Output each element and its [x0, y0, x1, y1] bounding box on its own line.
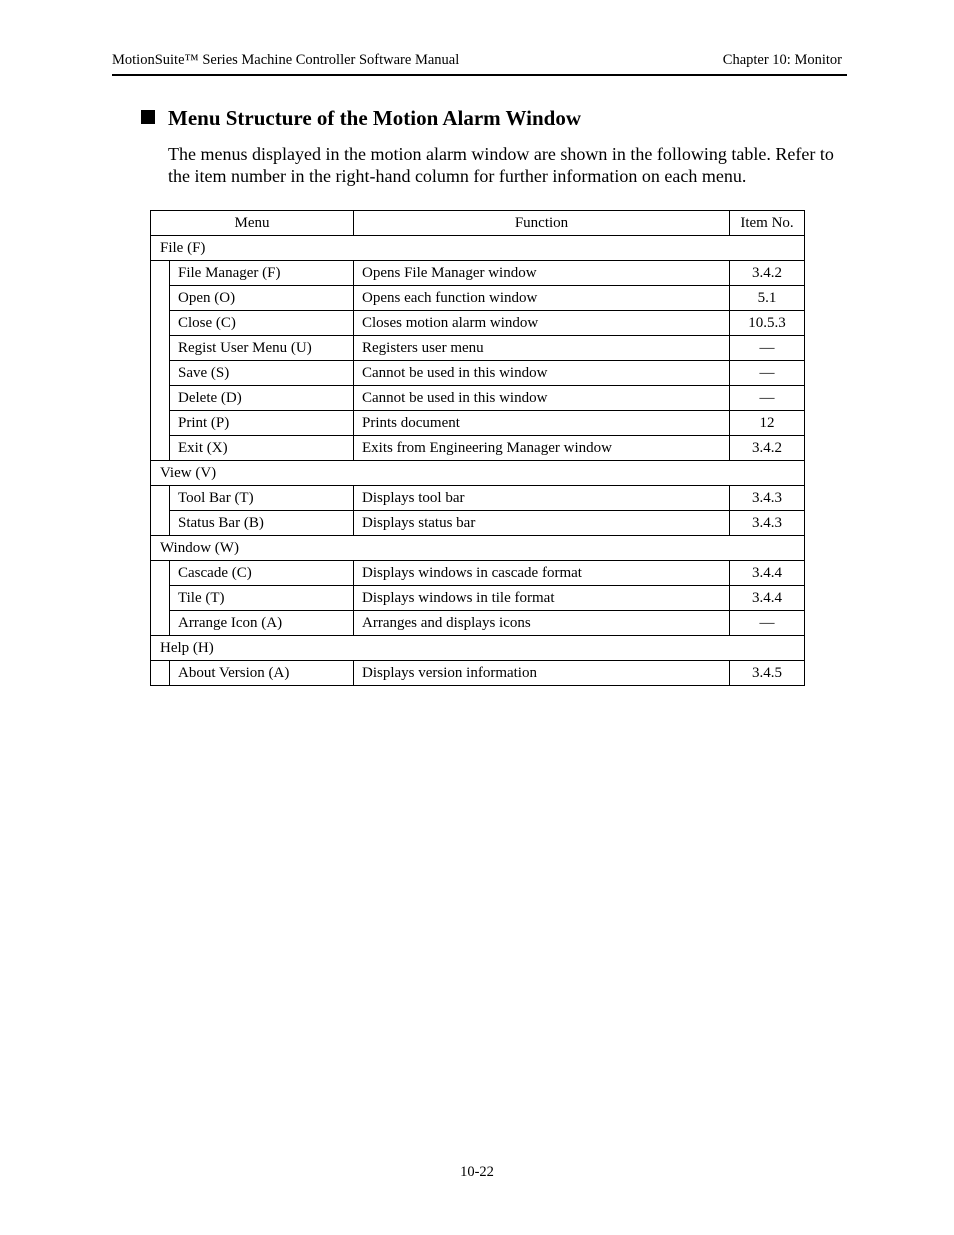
- menu-cell: Exit (X): [170, 436, 354, 461]
- section-title-text: Menu Structure of the Motion Alarm Window: [168, 106, 581, 130]
- group-row: [151, 236, 805, 261]
- page-number: 10-22: [460, 1164, 494, 1180]
- header-menu: Menu: [151, 211, 354, 236]
- indent-cell: [151, 386, 170, 411]
- table-row: [151, 336, 805, 361]
- function-cell: Opens each function window: [354, 286, 730, 311]
- group-row: [151, 536, 805, 561]
- function-cell: Displays status bar: [354, 511, 730, 536]
- item-no-cell: 5.1: [730, 286, 805, 311]
- menu-cell: Tool Bar (T): [170, 486, 354, 511]
- group-label: Help (H): [151, 636, 805, 661]
- table-row: [151, 511, 805, 536]
- menu-cell: Open (O): [170, 286, 354, 311]
- indent-cell: [151, 436, 170, 461]
- indent-cell: [151, 286, 170, 311]
- item-no-cell: 3.4.4: [730, 561, 805, 586]
- menu-cell: Close (C): [170, 311, 354, 336]
- indent-cell: [151, 336, 170, 361]
- page-header: [112, 50, 847, 76]
- indent-cell: [151, 361, 170, 386]
- item-no-cell: —: [730, 361, 805, 386]
- menu-cell: Regist User Menu (U): [170, 336, 354, 361]
- menu-cell: Delete (D): [170, 386, 354, 411]
- section-heading: [141, 106, 581, 131]
- function-cell: Arranges and displays icons: [354, 611, 730, 636]
- table-row: [151, 586, 805, 611]
- indent-cell: [151, 411, 170, 436]
- chapter-title: Chapter 10: Monitor: [722, 52, 842, 68]
- item-no-cell: 3.4.3: [730, 486, 805, 511]
- menu-cell: Tile (T): [170, 586, 354, 611]
- group-label: View (V): [151, 461, 805, 486]
- indent-cell: [151, 311, 170, 336]
- table-row: [151, 436, 805, 461]
- item-no-cell: 3.4.2: [730, 261, 805, 286]
- table-row: [151, 361, 805, 386]
- indent-cell: [151, 586, 170, 611]
- table-row: [151, 661, 805, 686]
- item-no-cell: 3.4.3: [730, 511, 805, 536]
- table-row: [151, 386, 805, 411]
- menu-cell: Save (S): [170, 361, 354, 386]
- table-row: [151, 286, 805, 311]
- item-no-cell: 3.4.2: [730, 436, 805, 461]
- table-header-row: [151, 211, 805, 236]
- item-no-cell: 12: [730, 411, 805, 436]
- indent-cell: [151, 261, 170, 286]
- menu-cell: Arrange Icon (A): [170, 611, 354, 636]
- item-no-cell: 3.4.5: [730, 661, 805, 686]
- table-row: [151, 611, 805, 636]
- manual-title: MotionSuite™ Series Machine Controller Software Manual: [112, 52, 460, 68]
- function-cell: Prints document: [354, 411, 730, 436]
- table-row: [151, 261, 805, 286]
- table-row: [151, 311, 805, 336]
- item-no-cell: —: [730, 611, 805, 636]
- indent-cell: [151, 561, 170, 586]
- function-cell: Cannot be used in this window: [354, 386, 730, 411]
- square-bullet-icon: [141, 110, 155, 124]
- item-no-cell: —: [730, 336, 805, 361]
- item-no-cell: 3.4.4: [730, 586, 805, 611]
- intro-paragraph: The menus displayed in the motion alarm window are shown in the following table. Refer to the item number in the right-hand column for further information on each menu.: [168, 144, 834, 186]
- function-cell: Opens File Manager window: [354, 261, 730, 286]
- table-row: [151, 411, 805, 436]
- group-label: File (F): [151, 236, 805, 261]
- function-cell: Exits from Engineering Manager window: [354, 436, 730, 461]
- indent-cell: [151, 611, 170, 636]
- header-function: Function: [354, 211, 730, 236]
- menu-structure-table: [150, 210, 805, 686]
- function-cell: Cannot be used in this window: [354, 361, 730, 386]
- header-item-no: Item No.: [730, 211, 805, 236]
- table-row: [151, 561, 805, 586]
- menu-cell: Print (P): [170, 411, 354, 436]
- function-cell: Closes motion alarm window: [354, 311, 730, 336]
- item-no-cell: —: [730, 386, 805, 411]
- table-body: [151, 236, 805, 686]
- function-cell: Displays windows in tile format: [354, 586, 730, 611]
- indent-cell: [151, 486, 170, 511]
- group-row: [151, 461, 805, 486]
- menu-cell: File Manager (F): [170, 261, 354, 286]
- menu-cell: About Version (A): [170, 661, 354, 686]
- item-no-cell: 10.5.3: [730, 311, 805, 336]
- function-cell: Displays version information: [354, 661, 730, 686]
- function-cell: Displays windows in cascade format: [354, 561, 730, 586]
- group-row: [151, 636, 805, 661]
- indent-cell: [151, 661, 170, 686]
- indent-cell: [151, 511, 170, 536]
- menu-cell: Status Bar (B): [170, 511, 354, 536]
- group-label: Window (W): [151, 536, 805, 561]
- menu-cell: Cascade (C): [170, 561, 354, 586]
- table-row: [151, 486, 805, 511]
- function-cell: Displays tool bar: [354, 486, 730, 511]
- function-cell: Registers user menu: [354, 336, 730, 361]
